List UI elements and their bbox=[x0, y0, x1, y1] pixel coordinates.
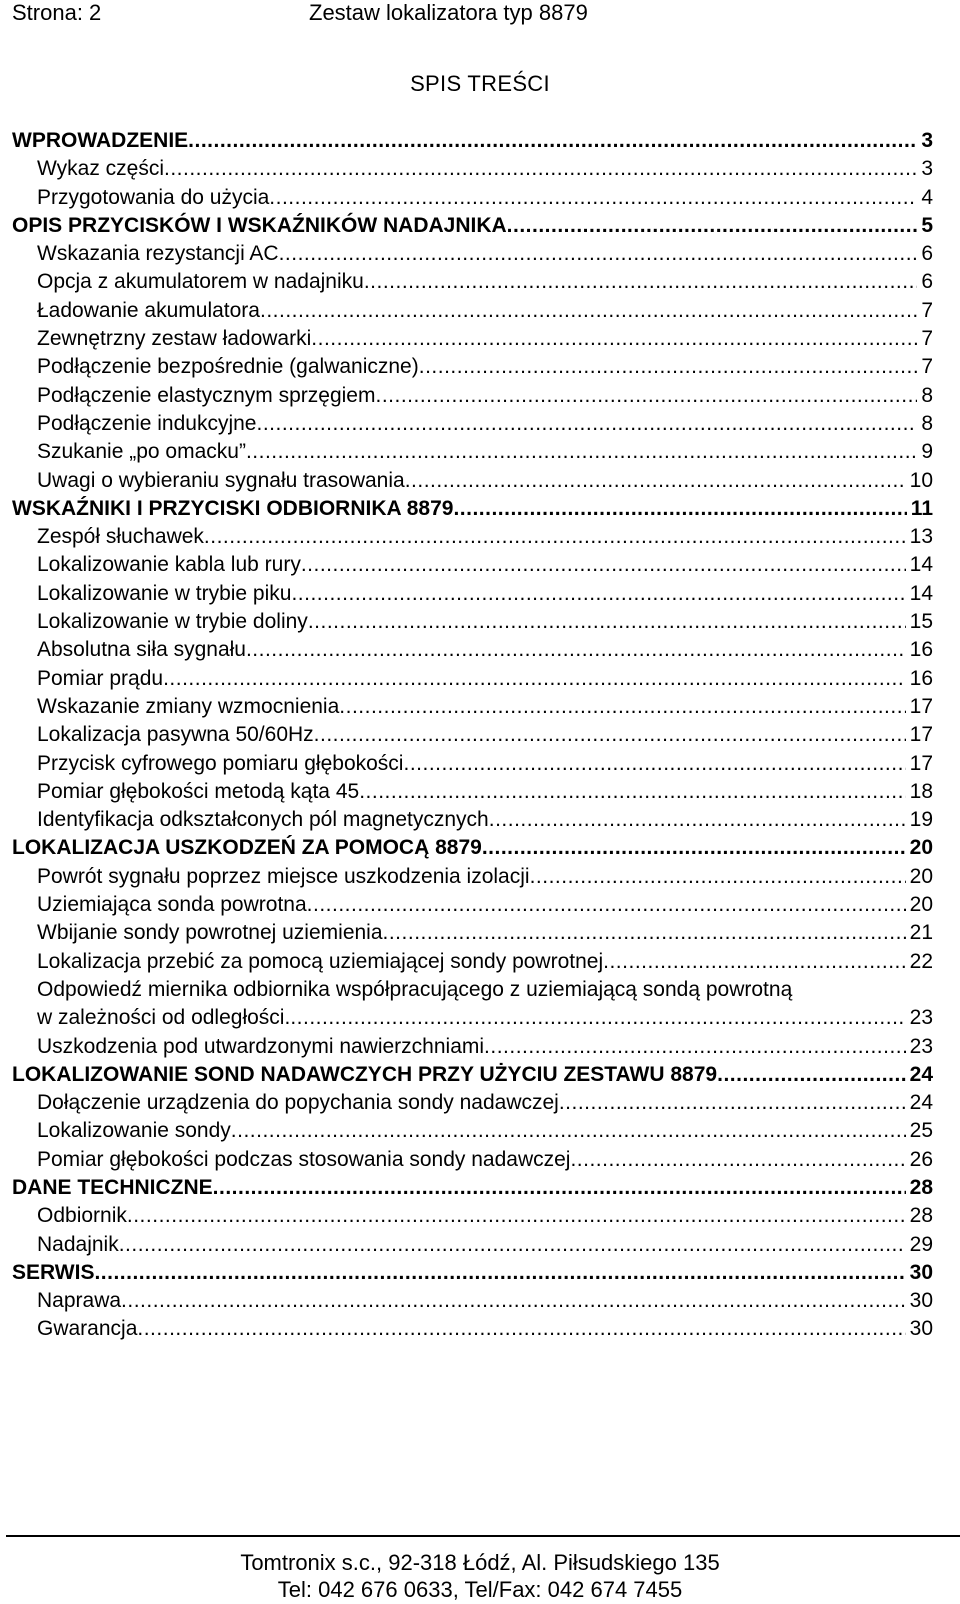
toc-entry[interactable] bbox=[12, 806, 933, 834]
document-title: Zestaw lokalizatora typ 8879 bbox=[309, 0, 588, 25]
toc-entry-text: Powrót sygnału poprzez miejsce uszkodzenia izolacji bbox=[37, 864, 530, 888]
toc-dot-leader bbox=[375, 382, 917, 410]
toc-entry-text: Zespół słuchawek bbox=[37, 525, 204, 549]
toc-chapter[interactable] bbox=[12, 834, 933, 862]
toc-entry-text: Gwarancja bbox=[37, 1317, 138, 1341]
toc-dot-leader bbox=[246, 636, 906, 664]
toc-dot-leader bbox=[339, 693, 905, 721]
toc-entry-text: Absolutna siła sygnału bbox=[37, 638, 246, 662]
toc-page-number: 20 bbox=[909, 836, 933, 860]
toc-page-number: 16 bbox=[909, 638, 933, 662]
toc-entry[interactable] bbox=[12, 438, 933, 466]
toc-dot-leader bbox=[204, 523, 906, 551]
toc-dot-leader bbox=[453, 495, 906, 523]
toc-dot-leader bbox=[405, 467, 906, 495]
toc-page-number: 28 bbox=[909, 1175, 933, 1199]
toc-page-number: 7 bbox=[921, 298, 933, 322]
toc-page-number: 14 bbox=[909, 581, 933, 605]
toc-dot-leader bbox=[482, 834, 906, 862]
toc-entry[interactable] bbox=[12, 268, 933, 296]
toc-entry[interactable] bbox=[12, 891, 933, 919]
toc-page-number: 7 bbox=[921, 355, 933, 379]
toc-dot-leader bbox=[311, 325, 917, 353]
toc-entry-text: SERWIS bbox=[12, 1260, 95, 1284]
toc-entry-text: Pomiar prądu bbox=[37, 666, 164, 690]
toc-entry[interactable] bbox=[12, 1315, 933, 1343]
toc-entry-text: Pomiar głębokości podczas stosowania sondy nadawczej bbox=[37, 1147, 571, 1171]
toc-entry[interactable] bbox=[12, 976, 933, 1004]
toc-page-number: 3 bbox=[921, 129, 933, 152]
toc-entry[interactable] bbox=[12, 1231, 933, 1259]
toc-entry[interactable] bbox=[12, 778, 933, 806]
toc-dot-leader bbox=[364, 268, 917, 296]
toc-entry[interactable] bbox=[12, 636, 933, 664]
toc-dot-leader bbox=[291, 580, 905, 608]
toc-entry-text: Uszkodzenia pod utwardzonymi nawierzchniami bbox=[37, 1034, 485, 1058]
toc-page-number: 6 bbox=[921, 270, 933, 294]
toc-entry[interactable] bbox=[12, 325, 933, 353]
toc-entry-text: WSKAŹNIKI I PRZYCISKI ODBIORNIKA 8879 bbox=[12, 496, 454, 520]
toc-entry-text: Wbijanie sondy powrotnej uziemienia bbox=[37, 921, 383, 945]
toc-entry-text: WPROWADZENIE bbox=[12, 129, 189, 152]
toc-page-number: 13 bbox=[909, 525, 933, 549]
toc-entry[interactable] bbox=[12, 551, 933, 579]
toc-page-number: 3 bbox=[921, 157, 933, 181]
toc-chapter[interactable] bbox=[12, 1061, 933, 1089]
toc-entry-text: w zależności od odległości. bbox=[37, 1006, 291, 1030]
toc-dot-leader bbox=[231, 1117, 906, 1145]
toc-page-number: 28 bbox=[909, 1204, 933, 1228]
toc-entry-text: Wykaz części bbox=[37, 157, 164, 181]
page-footer bbox=[0, 1549, 960, 1603]
toc-entry[interactable] bbox=[12, 353, 933, 381]
toc-entry-text: Lokalizacja przebić za pomocą uziemiającej sondy powrotnej bbox=[37, 949, 604, 973]
toc-entry-text: Przycisk cyfrowego pomiaru głębokości bbox=[37, 751, 404, 775]
toc-page-number: 7 bbox=[921, 327, 933, 351]
toc-entry-text: Lokalizowanie w trybie doliny bbox=[37, 610, 308, 634]
toc-entry-text: Pomiar głębokości metodą kąta 45 bbox=[37, 779, 360, 803]
footer-phone: Tel: 042 676 0633, Tel/Fax: 042 674 7455 bbox=[277, 1577, 683, 1602]
toc-page-number: 17 bbox=[909, 751, 933, 775]
toc-page-number: 15 bbox=[909, 610, 933, 634]
toc-page-number: 25 bbox=[909, 1119, 933, 1143]
toc-chapter[interactable] bbox=[12, 495, 933, 523]
toc-entry-text: Lokalizowanie w trybie piku bbox=[37, 581, 292, 605]
toc-entry-text: Lokalizowanie kabla lub rury bbox=[37, 553, 301, 577]
toc-dot-leader bbox=[256, 410, 917, 438]
toc-heading: SPIS TREŚCI bbox=[410, 71, 550, 96]
toc-entry[interactable] bbox=[12, 1287, 933, 1315]
toc-page-number: 24 bbox=[909, 1062, 933, 1086]
toc-dot-leader bbox=[163, 665, 906, 693]
toc-entry[interactable] bbox=[12, 580, 933, 608]
toc-dot-leader bbox=[314, 721, 906, 749]
toc-entry-text: Podłączenie indukcyjne bbox=[37, 411, 257, 435]
toc-dot-leader bbox=[94, 1259, 905, 1287]
toc-dot-leader bbox=[507, 212, 918, 240]
toc-dot-leader bbox=[127, 1202, 906, 1230]
toc-page-number: 4 bbox=[921, 185, 933, 209]
toc-dot-leader bbox=[290, 1004, 905, 1032]
toc-entry[interactable] bbox=[12, 863, 933, 891]
toc-entry-continuation[interactable] bbox=[12, 1004, 933, 1032]
toc-entry-text: Wskazania rezystancji AC bbox=[37, 242, 279, 266]
footer-divider bbox=[6, 1535, 960, 1537]
toc-dot-leader bbox=[188, 127, 917, 155]
toc-entry[interactable] bbox=[12, 693, 933, 721]
toc-entry-text: Uziemiająca sonda powrotna bbox=[37, 893, 307, 917]
toc-dot-leader bbox=[383, 919, 906, 947]
toc-entry[interactable] bbox=[12, 297, 933, 325]
toc-dot-leader bbox=[164, 155, 917, 183]
toc-chapter[interactable] bbox=[12, 212, 933, 240]
toc-entry-text: Ładowanie akumulatora bbox=[37, 298, 260, 322]
toc-page-number: 23 bbox=[909, 1034, 933, 1058]
toc-dot-leader bbox=[484, 1033, 906, 1061]
toc-dot-leader bbox=[260, 297, 917, 325]
table-of-contents bbox=[12, 127, 933, 1344]
toc-entry-text: LOKALIZACJA USZKODZEŃ ZA POMOCĄ 8879 bbox=[12, 836, 482, 860]
toc-entry[interactable] bbox=[12, 1033, 933, 1061]
toc-page-number: 16 bbox=[909, 666, 933, 690]
toc-entry[interactable] bbox=[12, 1202, 933, 1230]
toc-entry-text: Lokalizowanie sondy bbox=[37, 1119, 231, 1143]
toc-chapter[interactable] bbox=[12, 1174, 933, 1202]
toc-dot-leader bbox=[246, 438, 917, 466]
toc-entry-text: Podłączenie elastycznym sprzęgiem bbox=[37, 383, 376, 407]
toc-dot-leader bbox=[603, 948, 906, 976]
toc-dot-leader bbox=[570, 1146, 905, 1174]
toc-entry-text: Wskazanie zmiany wzmocnienia bbox=[37, 694, 340, 718]
toc-entry-text: Dołączenie urządzenia do popychania sondy nadawczej bbox=[37, 1091, 559, 1115]
toc-chapter[interactable] bbox=[12, 127, 933, 155]
toc-page-number: 30 bbox=[909, 1289, 933, 1313]
toc-dot-leader bbox=[419, 353, 918, 381]
toc-entry-text: DANE TECHNICZNE bbox=[12, 1175, 213, 1199]
toc-dot-leader bbox=[301, 551, 906, 579]
toc-entry[interactable] bbox=[12, 750, 933, 778]
toc-dot-leader bbox=[717, 1061, 906, 1089]
toc-entry-text: Naprawa bbox=[37, 1289, 122, 1313]
toc-entry-text: Lokalizacja pasywna 50/60Hz bbox=[37, 723, 314, 747]
toc-entry[interactable] bbox=[12, 1117, 933, 1145]
toc-entry[interactable] bbox=[12, 240, 933, 268]
toc-chapter[interactable] bbox=[12, 1259, 933, 1287]
toc-entry-text: Uwagi o wybieraniu sygnału trasowania bbox=[37, 468, 405, 492]
footer-address: Tomtronix s.c., 92-318 Łódź, Al. Piłsudskiego 135 bbox=[240, 1550, 720, 1575]
toc-page-number: 6 bbox=[921, 242, 933, 266]
toc-dot-leader bbox=[307, 891, 906, 919]
toc-entry-text: Odbiornik bbox=[37, 1204, 127, 1228]
toc-page-number: 5 bbox=[921, 213, 933, 237]
toc-dot-leader bbox=[119, 1231, 906, 1259]
toc-dot-leader bbox=[269, 184, 917, 212]
toc-entry-text: Opcja z akumulatorem w nadajniku bbox=[37, 270, 364, 294]
toc-dot-leader bbox=[308, 608, 906, 636]
toc-entry[interactable] bbox=[12, 410, 933, 438]
toc-page-number: 8 bbox=[921, 411, 933, 435]
toc-entry[interactable] bbox=[12, 467, 933, 495]
toc-dot-leader bbox=[403, 750, 905, 778]
page-header bbox=[12, 0, 948, 26]
toc-page-number: 8 bbox=[921, 383, 933, 407]
toc-page-number: 10 bbox=[909, 468, 933, 492]
toc-entry[interactable] bbox=[12, 382, 933, 410]
toc-page-number: 17 bbox=[909, 694, 933, 718]
toc-page-number: 20 bbox=[909, 864, 933, 888]
toc-dot-leader bbox=[359, 778, 905, 806]
toc-page-number: 30 bbox=[909, 1317, 933, 1341]
toc-entry-text: Przygotowania do użycia bbox=[37, 185, 270, 209]
toc-entry[interactable] bbox=[12, 948, 933, 976]
toc-dot-leader bbox=[121, 1287, 906, 1315]
toc-dot-leader bbox=[137, 1315, 905, 1343]
toc-dot-leader bbox=[213, 1174, 906, 1202]
toc-page-number: 11 bbox=[910, 496, 933, 520]
toc-entry-text: LOKALIZOWANIE SOND NADAWCZYCH PRZY UŻYCIU ZESTAWU 8879 bbox=[12, 1062, 718, 1086]
toc-entry[interactable] bbox=[12, 523, 933, 551]
toc-page-number: 20 bbox=[909, 893, 933, 917]
toc-page-number: 26 bbox=[909, 1147, 933, 1171]
toc-page-number: 22 bbox=[909, 949, 933, 973]
toc-page-number: 17 bbox=[909, 723, 933, 747]
toc-page-number: 9 bbox=[921, 440, 933, 464]
toc-entry-text: Odpowiedź miernika odbiornika współpracującego z uziemiającą sondą powrotną bbox=[37, 977, 793, 1001]
toc-entry[interactable] bbox=[12, 919, 933, 947]
page-number-label: Strona: 2 bbox=[12, 0, 102, 25]
toc-entry-text: Identyfikacja odkształconych pól magnetycznych bbox=[37, 808, 489, 832]
toc-page-number: 18 bbox=[909, 779, 933, 803]
toc-entry-text: Szukanie „po omacku” bbox=[37, 440, 246, 464]
toc-entry-text: OPIS PRZYCISKÓW I WSKAŹNIKÓW NADAJNIKA bbox=[12, 213, 507, 237]
toc-entry[interactable] bbox=[12, 184, 933, 212]
toc-entry-text: Podłączenie bezpośrednie (galwaniczne) bbox=[37, 355, 419, 379]
toc-entry[interactable] bbox=[12, 155, 933, 183]
toc-entry[interactable] bbox=[12, 721, 933, 749]
toc-entry[interactable] bbox=[12, 1089, 933, 1117]
toc-dot-leader bbox=[489, 806, 906, 834]
toc-entry[interactable] bbox=[12, 665, 933, 693]
toc-entry[interactable] bbox=[12, 608, 933, 636]
toc-dot-leader bbox=[530, 863, 906, 891]
toc-page-number: 21 bbox=[909, 921, 933, 945]
toc-page-number: 30 bbox=[909, 1260, 933, 1284]
toc-dot-leader bbox=[559, 1089, 906, 1117]
toc-page-number: 14 bbox=[909, 553, 933, 577]
toc-page-number: 23 bbox=[909, 1006, 933, 1030]
toc-entry-text: Nadajnik bbox=[37, 1232, 119, 1256]
toc-page-number: 29 bbox=[909, 1232, 933, 1256]
toc-page-number: 24 bbox=[909, 1091, 933, 1115]
toc-dot-leader bbox=[279, 240, 918, 268]
toc-entry[interactable] bbox=[12, 1146, 933, 1174]
toc-page-number: 19 bbox=[909, 808, 933, 832]
toc-entry-text: Zewnętrzny zestaw ładowarki bbox=[37, 327, 312, 351]
